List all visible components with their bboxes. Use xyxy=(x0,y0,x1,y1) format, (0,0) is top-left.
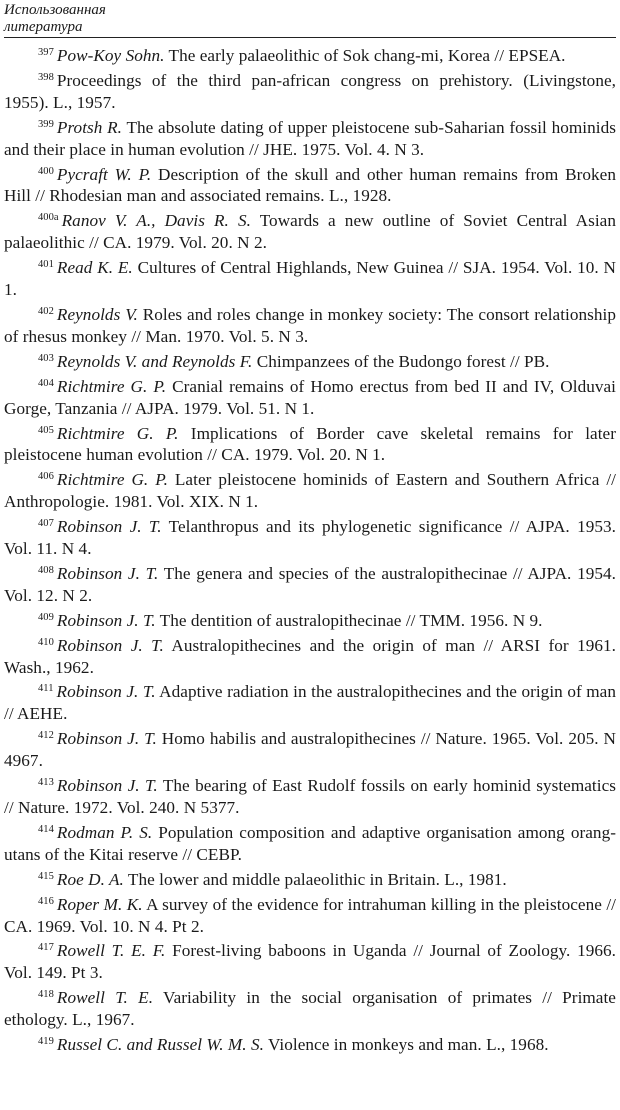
reference-author: Read K. E. xyxy=(56,258,133,278)
reference-number: 406 xyxy=(38,471,54,483)
reference-entry xyxy=(4,42,616,67)
reference-number: 402 xyxy=(38,305,54,317)
reference-author: Robinson J. T. xyxy=(56,682,156,702)
reference-text: A survey of the evidence for intrahuman killing in the pleistocene // CA. 1969. Vol. 10. N 4. Pt 2. xyxy=(4,894,616,936)
reference-author: Roper M. K. xyxy=(56,894,143,914)
reference-text: The lower and middle palaeolithic in Britain. L., 1981. xyxy=(123,869,507,889)
reference-number: 419 xyxy=(38,1036,54,1048)
reference-number: 397 xyxy=(38,47,54,58)
reference-author: Ranov V. A., Davis R. S. xyxy=(61,211,251,231)
reference-text: Telanthropus and its phylogenetic significance // AJPA. 1953. Vol. 11. N 4. xyxy=(4,517,616,559)
header-rule xyxy=(4,37,616,38)
reference-entry xyxy=(4,891,616,938)
reference-author: Reynolds V. and Reynolds F. xyxy=(56,351,253,371)
reference-text: Adaptive radiation in the australopithecines and the origin of man // AEHE. xyxy=(4,682,616,724)
reference-number: 411 xyxy=(38,683,54,695)
reference-text: Homo habilis and australopithecines // Nature. 1965. Vol. 205. N 4967. xyxy=(4,729,616,771)
reference-entry xyxy=(4,373,616,420)
running-header-line-1: Использованная xyxy=(4,2,106,18)
reference-entry xyxy=(4,254,616,301)
reference-text: Cranial remains of Homo erectus from bed II and IV, Olduvai Gorge, Tanzania // AJPA. 1979. Vol. 51. N 1. xyxy=(4,376,616,418)
reference-entry xyxy=(4,937,616,984)
reference-text: Population composition and adaptive organisation among orang-utans of the Kitai reserve // CEBP. xyxy=(4,822,616,864)
reference-entry xyxy=(4,114,616,161)
reference-text: Implications of Border cave skeletal remains for later pleistocene human evolution // CA. 1979. Vol. 20. N 1. xyxy=(4,423,616,465)
reference-text: The dentition of australopithecinae // TMM. 1956. N 9. xyxy=(155,610,543,630)
reference-entry xyxy=(4,866,616,891)
reference-text: Proceedings of the third pan-african congress on prehistory. (Livingstone, 1955). L., 1957. xyxy=(4,70,616,112)
reference-entry xyxy=(4,725,616,772)
reference-text: The absolute dating of upper pleistocene sub-Saharian fossil hominids and their place in human evolution // JHE. 1975. Vol. 4. N 3. xyxy=(4,117,616,159)
reference-text: Cultures of Central Highlands, New Guinea // SJA. 1954. Vol. 10. N 1. xyxy=(4,258,616,300)
reference-author: Robinson J. T. xyxy=(56,610,156,630)
reference-entry xyxy=(4,161,616,208)
reference-number: 398 xyxy=(38,71,54,83)
reference-author: Russel C. and Russel W. M. S. xyxy=(56,1035,264,1055)
reference-entry xyxy=(4,607,616,632)
reference-entry xyxy=(4,301,616,348)
reference-author: Rodman P. S. xyxy=(56,822,153,842)
reference-author: Richtmire G. P. xyxy=(56,423,179,443)
reference-entry xyxy=(4,678,616,725)
reference-entry xyxy=(4,348,616,373)
reference-author: Roe D. A. xyxy=(56,869,124,889)
reference-number: 408 xyxy=(38,564,54,576)
reference-number: 403 xyxy=(38,352,54,364)
reference-entry xyxy=(4,207,616,254)
reference-number: 414 xyxy=(38,823,54,835)
reference-author: Rowell T. E. F. xyxy=(56,941,166,961)
reference-author: Robinson J. T. xyxy=(56,729,157,749)
reference-text: Chimpanzees of the Budongo forest // PB. xyxy=(252,351,550,371)
reference-author: Pow-Koy Sohn. xyxy=(56,46,165,65)
reference-author: Robinson J. T. xyxy=(56,517,162,537)
reference-author: Robinson J. T. xyxy=(56,635,164,655)
reference-number: 405 xyxy=(38,424,54,436)
reference-number: 407 xyxy=(38,518,54,530)
reference-number: 409 xyxy=(38,611,54,623)
reference-text: The bearing of East Rudolf fossils on early hominid systematics // Nature. 1972. Vol. 240. N 5377. xyxy=(4,776,616,817)
running-header-line-2: литература xyxy=(4,19,83,35)
reference-entry xyxy=(4,632,616,679)
reference-text: Variability in the social organisation of primates // Primate ethology. L., 1967. xyxy=(4,988,616,1030)
reference-list xyxy=(4,42,616,1056)
reference-entry xyxy=(4,1031,616,1056)
reference-author: Pycraft W. P. xyxy=(56,164,152,184)
reference-entry xyxy=(4,466,616,513)
reference-text: The genera and species of the australopithecinae // AJPA. 1954. Vol. 12. N 2. xyxy=(4,563,616,605)
reference-entry xyxy=(4,420,616,467)
reference-entry xyxy=(4,67,616,114)
reference-text: Later pleistocene hominids of Eastern and Southern Africa // Anthropologie. 1981. Vol. XIX. N 1. xyxy=(4,470,616,512)
reference-number: 400 xyxy=(38,165,54,177)
reference-entry xyxy=(4,819,616,866)
reference-number: 412 xyxy=(38,730,54,742)
reference-text: The early palaeolithic of Sok chang-mi, Korea // EPSEA. xyxy=(164,46,566,65)
reference-author: Richtmire G. P. xyxy=(56,470,168,490)
reference-author: Protsh R. xyxy=(56,117,123,137)
reference-entry xyxy=(4,772,616,819)
reference-number: 413 xyxy=(38,777,54,789)
reference-number: 401 xyxy=(38,259,54,271)
reference-entry xyxy=(4,560,616,607)
reference-author: Richtmire G. P. xyxy=(56,376,167,396)
reference-author: Robinson J. T. xyxy=(56,776,158,796)
reference-number: 400a xyxy=(38,212,59,224)
reference-author: Reynolds V. xyxy=(56,304,138,324)
reference-author: Robinson J. T. xyxy=(56,563,159,583)
reference-number: 417 xyxy=(38,942,54,954)
running-header xyxy=(4,2,224,36)
reference-text: Roles and roles change in monkey society: The consort relationship of rhesus monkey // Man. 1970. Vol. 5. N 3. xyxy=(4,304,616,346)
reference-number: 415 xyxy=(38,870,54,882)
reference-text: Description of the skull and other human remains from Broken Hill // Rhodesian man and associated remains. L., 1928. xyxy=(4,164,616,206)
reference-number: 416 xyxy=(38,895,54,907)
reference-entry xyxy=(4,984,616,1031)
reference-text: Forest-living baboons in Uganda // Journal of Zoology. 1966. Vol. 149. Pt 3. xyxy=(4,941,616,983)
reference-entry xyxy=(4,513,616,560)
reference-text: Australopithecines and the origin of man // ARSI for 1961. Wash., 1962. xyxy=(4,635,617,677)
reference-number: 404 xyxy=(38,377,54,389)
reference-number: 410 xyxy=(38,636,54,648)
reference-text: Violence in monkeys and man. L., 1968. xyxy=(263,1035,549,1055)
reference-author: Rowell T. E. xyxy=(56,988,154,1008)
reference-number: 418 xyxy=(38,989,54,1001)
reference-text: Towards a new outline of Soviet Central Asian palaeolithic // CA. 1979. Vol. 20. N 2. xyxy=(4,211,616,253)
reference-number: 399 xyxy=(38,118,54,130)
